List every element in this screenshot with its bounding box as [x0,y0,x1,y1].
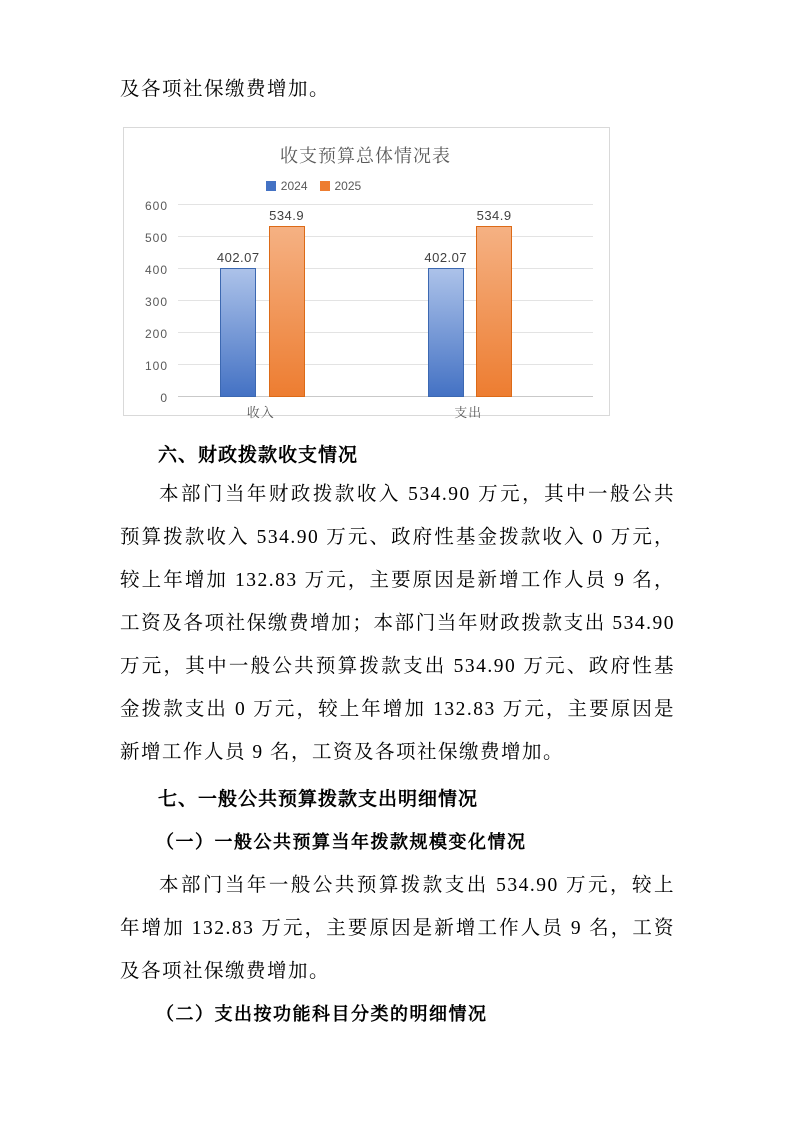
y-tick-label: 500 [144,231,168,245]
bar-groups [178,205,593,397]
x-category-label-text: 收入 [246,405,275,420]
legend-label: 2024 [280,179,308,193]
x-category-label-text: 支出 [454,405,483,420]
bar-wrap [217,205,260,397]
bar-2025-收入 [269,226,305,397]
legend-swatch-icon [320,181,330,191]
data-label: 534.9 [269,207,305,223]
legend-label: 2025 [334,179,362,193]
bar-wrap [476,205,512,397]
x-category-label [386,397,594,421]
data-label: 402.07 [216,250,260,266]
plot-row [132,199,599,405]
y-tick-label: 100 [144,359,168,374]
bar-2024-支出 [428,268,464,397]
paragraph-continuation: 及各项社保缴费增加。 [120,79,331,100]
bar-group-支出 [386,205,594,397]
y-tick-label: 0 [160,391,168,405]
budget-overview-chart [123,127,610,420]
y-tick-label: 400 [144,263,168,278]
bar-cluster [217,205,305,397]
y-tick-label: 300 [144,295,168,309]
subsection-heading-7-2: （二）支出按功能科目分类的明细情况 [156,1004,488,1024]
section-heading-6: 六、财政拨款收支情况 [158,445,359,466]
section-heading-7: 七、一般公共预算拨款支出明细情况 [158,789,479,810]
subsection-heading-7-1: （一）一般公共预算当年拨款规模变化情况 [156,832,527,852]
bar-group-收入 [178,205,386,397]
x-category-label [178,397,386,421]
legend-item [320,179,362,193]
x-axis-labels [178,397,593,421]
chart-title: 收支预算总体情况表 [280,146,451,166]
bar-wrap [424,205,467,397]
bar-2024-收入 [220,268,256,397]
bar-wrap [269,205,305,397]
chart-legend [80,179,547,193]
section-6-paragraph: 本部门当年财政拨款收入 534.90 万元，其中一般公共预算拨款收入 534.90 万元、政府性基金拨款收入 0 万元，较上年增加 132.83 万元，主要原因是新增工作人员 9 名，工资及各项社保缴费增加；本部门当年财政拨款支出 534.90 万元，其中一般公共预算拨款支出 534.90 万元、政府性基金拨款支出 0 万元，较上年增加 132.83 万元，主要原因是新增工作人员 9 名，工资及各项社保缴费增加。 [120,484,675,763]
data-label: 402.07 [424,250,468,266]
legend-item [266,179,308,193]
subsection-7-1-paragraph: 本部门当年一般公共预算拨款支出 534.90 万元，较上年增加 132.83 万元，主要原因是新增工作人员 9 名，工资及各项社保缴费增加。 [120,875,675,982]
legend-swatch-icon [266,181,276,191]
y-axis [132,199,178,405]
y-tick-label: 600 [144,199,168,213]
bar-cluster [424,205,512,397]
data-label: 534.9 [476,207,512,223]
bar-2025-支出 [476,226,512,397]
y-tick-label: 200 [144,327,168,342]
plot-area [178,205,593,397]
